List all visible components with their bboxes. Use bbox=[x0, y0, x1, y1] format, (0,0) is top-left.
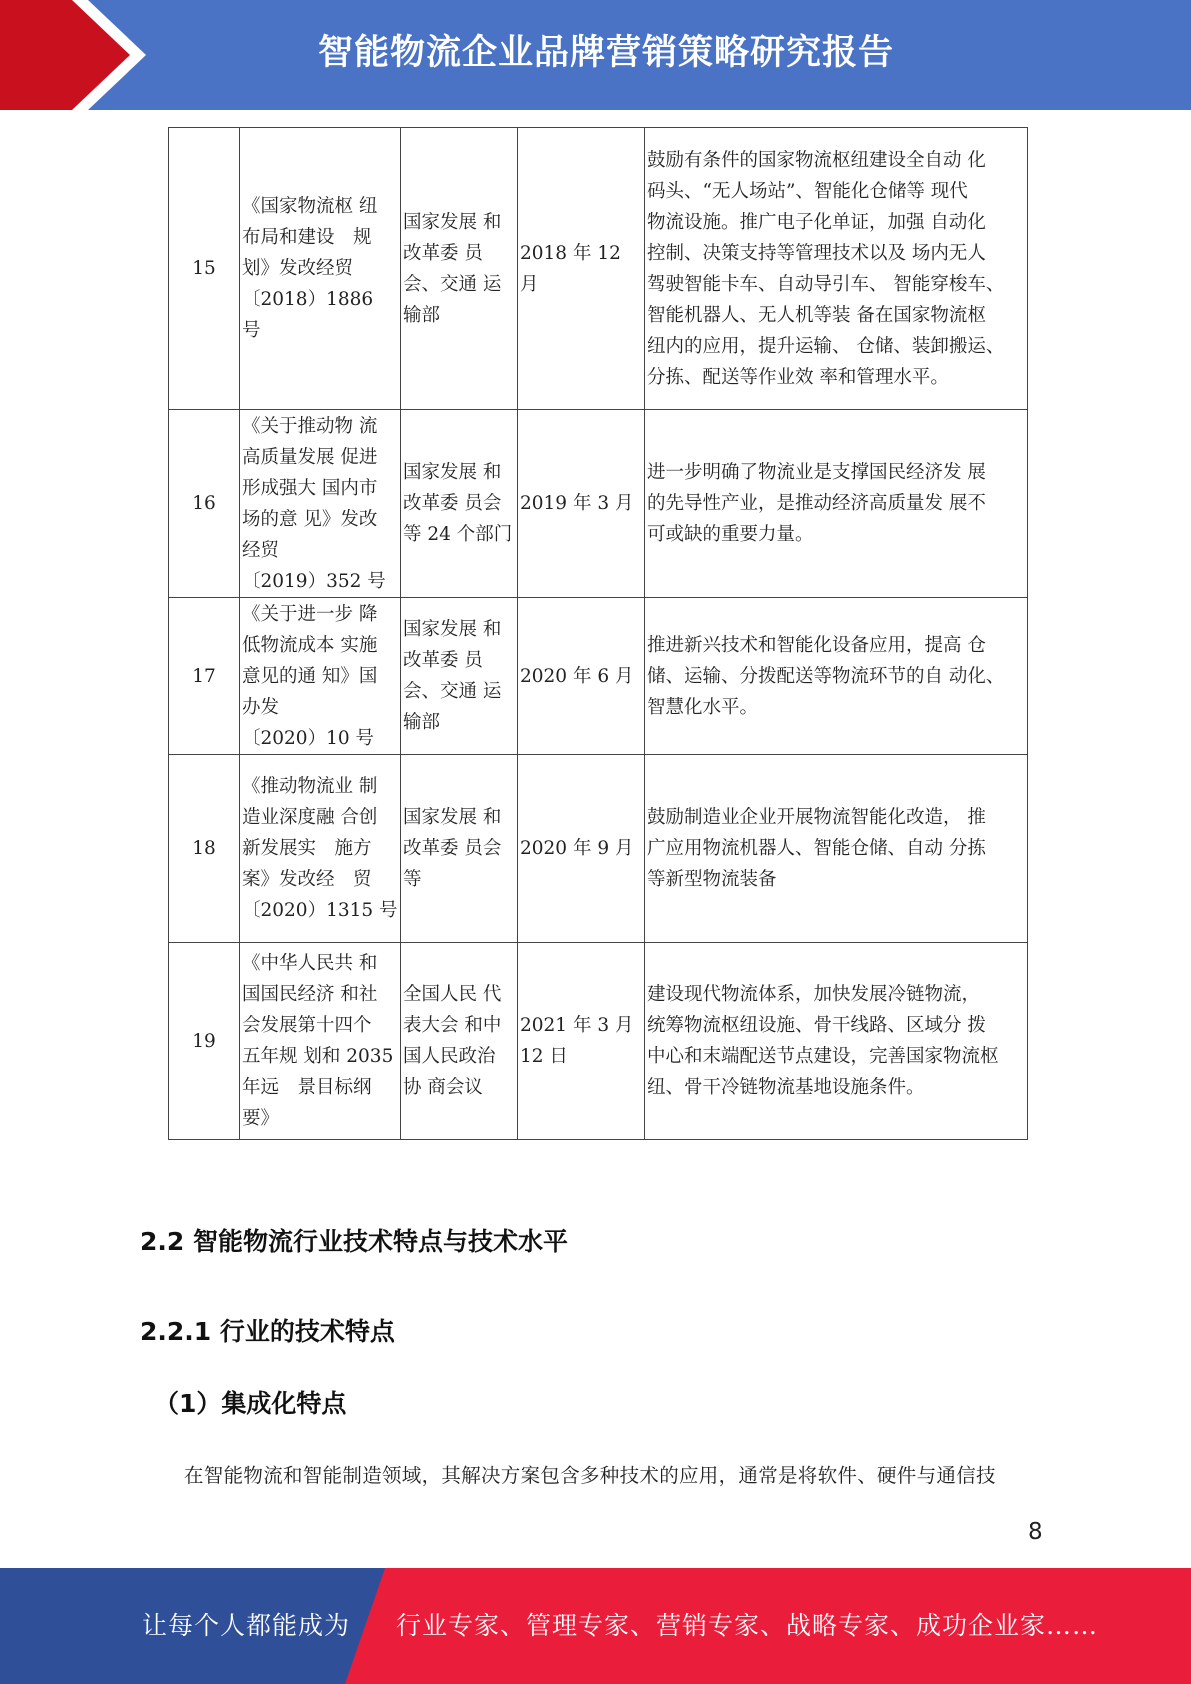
cell-document bbox=[240, 410, 401, 598]
cell-date-line: 2019 年 3 月 bbox=[520, 493, 634, 514]
cell-description-line: 驾驶智能卡车、自动导引车、 智能穿梭车、 bbox=[647, 273, 1005, 295]
cell-document-line: 号 bbox=[242, 320, 261, 341]
cell-document bbox=[240, 128, 401, 410]
cell-document-line: 〔2020）10 号 bbox=[242, 727, 375, 749]
cell-department-line: 表大会 和中 bbox=[403, 1015, 502, 1036]
cell-description bbox=[645, 943, 1028, 1140]
cell-description-line: 纽内的应用，提升运输、 仓储、装卸搬运、 bbox=[647, 335, 1005, 357]
cell-document-line: 形成强大 国内市 bbox=[242, 477, 378, 499]
cell-date-line: 2021 年 3 月 bbox=[520, 1015, 634, 1036]
cell-document-line: 造业深度融 合创 bbox=[242, 807, 378, 828]
cell-description bbox=[645, 128, 1028, 410]
cell-date bbox=[518, 943, 645, 1140]
cell-number: 16 bbox=[169, 410, 240, 598]
cell-document-line: 〔2020）1315 号 bbox=[242, 900, 398, 921]
cell-department bbox=[401, 943, 518, 1140]
cell-description-line: 建设现代物流体系，加快发展冷链物流， bbox=[647, 984, 981, 1005]
cell-document bbox=[240, 598, 401, 755]
cell-description-line: 进一步明确了物流业是支撑国民经济发 展 bbox=[647, 462, 986, 483]
cell-description bbox=[645, 598, 1028, 755]
cell-document-line: 国国民经济 和社 bbox=[242, 984, 378, 1005]
cell-department-line: 全国人民 代 bbox=[403, 984, 502, 1005]
cell-document-line: 划》发改经贸 bbox=[242, 258, 354, 279]
section-heading-2-2-1: 2.2.1 行业的技术特点 bbox=[140, 1317, 395, 1346]
cell-date-line: 2020 年 6 月 bbox=[520, 665, 634, 687]
cell-description-line: 智能机器人、无人机等装 备在国家物流枢 bbox=[647, 304, 986, 326]
cell-document-line: 〔2019）352 号 bbox=[242, 570, 386, 592]
cell-document-line: 五年规 划和 2035 bbox=[242, 1046, 394, 1067]
cell-department bbox=[401, 128, 518, 410]
cell-department-line: 改革委 员会 bbox=[403, 838, 502, 859]
cell-document-line: 办发 bbox=[242, 696, 280, 718]
cell-date bbox=[518, 128, 645, 410]
policy-table bbox=[168, 127, 1028, 1140]
table-row bbox=[169, 755, 1028, 943]
cell-department-line: 会、交通 运 bbox=[403, 273, 502, 295]
header-chevron-icon bbox=[0, 0, 160, 110]
cell-document-line: 《推动物流业 制 bbox=[242, 776, 378, 797]
cell-date-line: 12 日 bbox=[520, 1046, 568, 1067]
cell-document-line: 会发展第十四个 bbox=[242, 1015, 372, 1036]
cell-document-line: 新发展实 施方 bbox=[242, 838, 372, 859]
cell-document-line: 要》 bbox=[242, 1108, 280, 1129]
cell-department-line: 国家发展 和 bbox=[403, 462, 502, 483]
cell-description-line: 控制、决策支持等管理技术以及 场内无人 bbox=[647, 242, 986, 264]
table-row bbox=[169, 943, 1028, 1140]
cell-description-line: 的先导性产业，是推动经济高质量发 展不 bbox=[647, 493, 986, 514]
cell-document bbox=[240, 943, 401, 1140]
footer-roles: 行业专家、管理专家、营销专家、战略专家、成功企业家…… bbox=[396, 1611, 1099, 1640]
cell-description bbox=[645, 410, 1028, 598]
cell-document-line: 低物流成本 实施 bbox=[242, 634, 378, 656]
cell-description-line: 广应用物流机器人、智能仓储、自动 分拣 bbox=[647, 838, 986, 859]
cell-department-line: 会、交通 运 bbox=[403, 681, 502, 702]
cell-description-line: 等新型物流装备 bbox=[647, 869, 777, 890]
report-title: 智能物流企业品牌营销策略研究报告 bbox=[318, 33, 895, 73]
cell-department bbox=[401, 410, 518, 598]
cell-department-line: 改革委 员 bbox=[403, 242, 483, 264]
cell-department-line: 国家发展 和 bbox=[403, 211, 502, 233]
table-row bbox=[169, 128, 1028, 410]
page-number: 8 bbox=[1028, 1519, 1043, 1545]
cell-date bbox=[518, 598, 645, 755]
cell-date bbox=[518, 410, 645, 598]
cell-document bbox=[240, 755, 401, 943]
cell-document-line: 〔2018）1886 bbox=[242, 289, 374, 310]
cell-document-line: 案》发改经 贸 bbox=[242, 869, 372, 890]
cell-document-line: 《中华人民共 和 bbox=[242, 953, 378, 974]
cell-description bbox=[645, 755, 1028, 943]
footer-slogan: 让每个人都能成为 bbox=[142, 1611, 351, 1640]
cell-document-line: 《关于推动物 流 bbox=[242, 415, 378, 437]
cell-document-line: 年远 景目标纲 bbox=[242, 1077, 372, 1098]
subsection-heading-integration: （1）集成化特点 bbox=[154, 1389, 347, 1418]
table-row bbox=[169, 410, 1028, 598]
cell-date-line: 2018 年 12 bbox=[520, 242, 621, 264]
cell-department-line: 国家发展 和 bbox=[403, 807, 502, 828]
cell-document-line: 意见的通 知》国 bbox=[242, 665, 378, 687]
section-heading-2-2: 2.2 智能物流行业技术特点与技术水平 bbox=[140, 1227, 568, 1256]
cell-document-line: 《国家物流枢 纽 bbox=[242, 196, 378, 217]
cell-department bbox=[401, 598, 518, 755]
cell-number: 18 bbox=[169, 755, 240, 943]
cell-date bbox=[518, 755, 645, 943]
cell-department-line: 等 24 个部门 bbox=[403, 524, 513, 545]
cell-document-line: 《关于进一步 降 bbox=[242, 603, 378, 625]
cell-department-line: 国人民政治 bbox=[403, 1046, 496, 1067]
cell-department-line: 改革委 员 bbox=[403, 650, 483, 671]
table-row bbox=[169, 598, 1028, 755]
cell-description-line: 鼓励制造业企业开展物流智能化改造， 推 bbox=[647, 807, 986, 828]
cell-description-line: 码头、“无人场站”、智能化仓储等 现代 bbox=[647, 180, 968, 202]
cell-description-line: 鼓励有条件的国家物流枢纽建设全自动 化 bbox=[647, 149, 986, 171]
cell-department-line: 国家发展 和 bbox=[403, 619, 502, 640]
cell-description-line: 中心和末端配送节点建设，完善国家物流枢 bbox=[647, 1046, 999, 1067]
cell-description-line: 可或缺的重要力量。 bbox=[647, 524, 814, 545]
cell-description-line: 推进新兴技术和智能化设备应用，提高 仓 bbox=[647, 634, 986, 656]
cell-description-line: 分拣、配送等作业效 率和管理水平。 bbox=[647, 366, 949, 388]
cell-description-line: 纽、骨干冷链物流基地设施条件。 bbox=[647, 1077, 925, 1098]
cell-department-line: 改革委 员会 bbox=[403, 493, 502, 514]
cell-date-line: 2020 年 9 月 bbox=[520, 838, 634, 859]
cell-number: 17 bbox=[169, 598, 240, 755]
cell-document-line: 场的意 见》发改 bbox=[242, 508, 378, 530]
cell-date-line: 月 bbox=[520, 273, 539, 295]
cell-document-line: 布局和建设 规 bbox=[242, 227, 372, 248]
cell-description-line: 物流设施。推广电子化单证，加强 自动化 bbox=[647, 211, 986, 233]
cell-department-line: 等 bbox=[403, 869, 422, 890]
cell-department-line: 输部 bbox=[403, 712, 441, 733]
cell-number: 19 bbox=[169, 943, 240, 1140]
cell-document-line: 高质量发展 促进 bbox=[242, 446, 378, 468]
page-header bbox=[0, 0, 1191, 110]
cell-description-line: 储、运输、分拨配送等物流环节的自 动化、 bbox=[647, 665, 1005, 687]
body-paragraph: 在智能物流和智能制造领域，其解决方案包含多种技术的应用，通常是将软件、硬件与通信技 bbox=[184, 1464, 996, 1487]
cell-description-line: 统筹物流枢纽设施、骨干线路、区域分 拨 bbox=[647, 1015, 986, 1036]
cell-department bbox=[401, 755, 518, 943]
cell-number: 15 bbox=[169, 128, 240, 410]
cell-department-line: 协 商会议 bbox=[403, 1077, 483, 1098]
cell-department-line: 输部 bbox=[403, 304, 441, 326]
cell-document-line: 经贸 bbox=[242, 539, 280, 561]
page-footer bbox=[0, 1568, 1191, 1684]
cell-description-line: 智慧化水平。 bbox=[647, 696, 759, 718]
